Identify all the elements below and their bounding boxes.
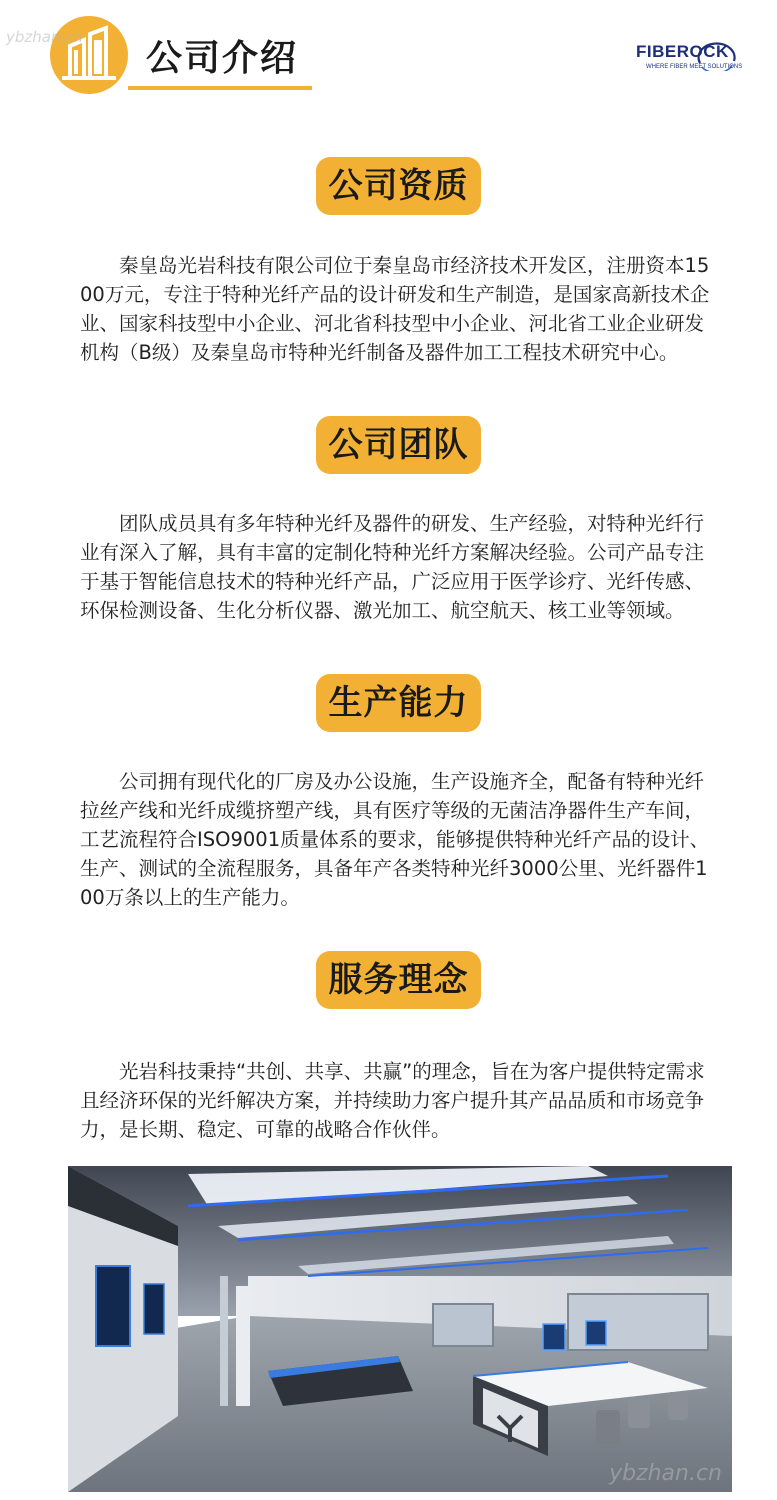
page-header bbox=[0, 0, 777, 110]
section-title-capacity: 生产能力 bbox=[316, 674, 481, 732]
brand-name: FIBEROCK bbox=[636, 42, 729, 61]
section-text-service: 光岩科技秉持“共创、共享、共赢”的理念，旨在为客户提供特定需求且经济环保的光纤解决方案，并持续助力客户提升其产品品质和市场竞争力，是长期、稳定、可靠的战略合作伙伴。 bbox=[80, 1060, 705, 1141]
brand-tagline: WHERE FIBER MEET SOLUTIONS bbox=[646, 64, 743, 70]
section-text-team: 团队成员具有多年特种光纤及器件的研发、生产经验，对特种光纤行业有深入了解，具有丰富的定制化特种光纤方案解决经验。公司产品专注于基于智能信息技术的特种光纤产品，广泛应用于医学诊疗、光纤传感、环保检测设备、生化分析仪器、激光加工、航空航天、核工业等领域。 bbox=[80, 512, 705, 622]
brand-logo bbox=[636, 42, 744, 78]
title-underline bbox=[128, 86, 312, 90]
page-title: 公司介绍 bbox=[146, 38, 299, 79]
section-title-service: 服务理念 bbox=[316, 951, 481, 1009]
section-text-qualification: 秦皇岛光岩科技有限公司位于秦皇岛市经济技术开发区，注册资本1500万元，专注于特种光纤产品的设计研发和生产制造，是国家高新技术企业、国家科技型中小企业、河北省科技型中小企业、河北省工业企业研发机构（B级）及秦皇岛市特种光纤制备及器件加工工程技术研究中心。 bbox=[80, 254, 710, 364]
watermark-top: ybzhan.cn bbox=[6, 28, 83, 46]
control-room-photo bbox=[68, 1166, 732, 1492]
section-title-team: 公司团队 bbox=[316, 416, 481, 474]
section-title-qualification: 公司资质 bbox=[316, 157, 481, 215]
watermark-bottom: ybzhan.cn bbox=[609, 1461, 722, 1486]
section-text-capacity: 公司拥有现代化的厂房及办公设施，生产设施齐全，配备有特种光纤拉丝产线和光纤成缆挤塑产线，具有医疗等级的无菌洁净器件生产车间，工艺流程符合ISO9001质量体系的要求，能够提供特种光纤产品的设计、生产、测试的全流程服务，具备年产各类特种光纤3000公里、光纤器件100万条以上的生产能力。 bbox=[80, 770, 710, 909]
